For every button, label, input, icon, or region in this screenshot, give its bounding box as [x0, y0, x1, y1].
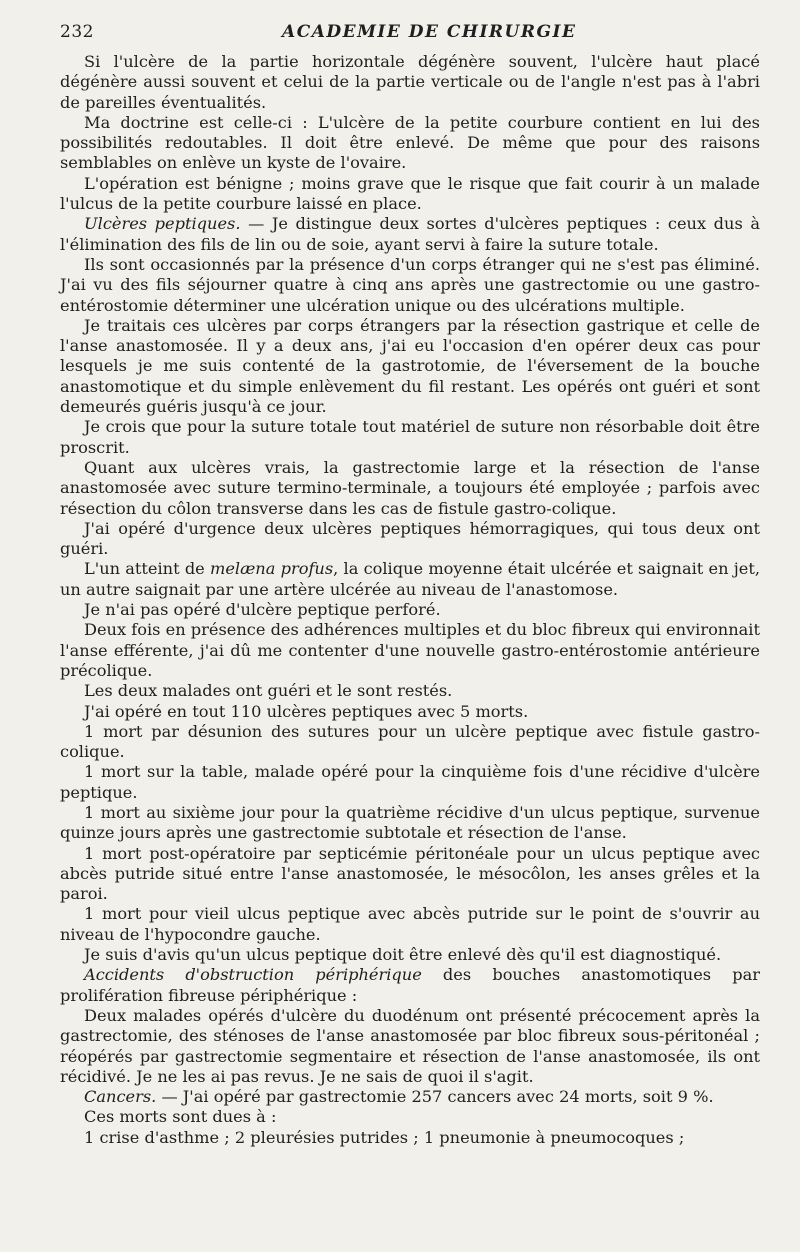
paragraph-text: 1 mort pour vieil ulcus peptique avec abcès putride sur le point de s'ouvrir au niveau de l'hypocondre gauche. — [60, 904, 760, 944]
section-heading-ulceres-peptiques: Ulcères peptiques. — [84, 214, 241, 234]
paragraph-text: Les deux malades ont guéri et le sont restés. — [84, 681, 453, 701]
paragraph — [60, 803, 760, 844]
paragraph-text: L'un atteint de — [84, 559, 210, 579]
paragraph-text: Je crois que pour la suture totale tout matériel de suture non résorbable doit être proscrit. — [60, 417, 760, 457]
paragraph-text: — Je distingue deux sortes d'ulcères peptiques : ceux dus à l'élimination des fils de lin ou de soie, ayant servi à faire la suture totale. — [60, 214, 761, 254]
paragraph — [60, 620, 760, 681]
paragraph-text: Je n'ai pas opéré d'ulcère peptique perforé. — [84, 600, 441, 620]
paragraph — [60, 214, 760, 255]
paragraph — [60, 965, 760, 1006]
paragraph — [60, 559, 760, 600]
paragraph-text: Si l'ulcère de la partie horizontale dégénère souvent, l'ulcère haut placé dégénère aussi souvent et celui de la partie verticale ou de l'angle n'est pas à l'abri de pareilles éventualités. — [60, 52, 760, 112]
paragraph — [60, 174, 760, 215]
paragraph — [60, 904, 760, 945]
paragraph — [60, 762, 760, 803]
running-header — [60, 22, 760, 52]
section-heading-cancers: Cancers. — [84, 1087, 157, 1107]
body-text — [60, 52, 760, 1148]
paragraph-text: , la colique moyenne était ulcérée et saignait en jet, un autre saignait par une artère ulcérée au niveau de l'anastomose. — [60, 559, 760, 599]
paragraph — [60, 458, 760, 519]
paragraph-text: Ma doctrine est celle-ci : L'ulcère de la petite courbure contient en lui des possibilités redoutables. Il doit être enlevé. De même que pour des raisons semblables on enlève un kyste de l'ovaire. — [60, 112, 760, 173]
paragraph — [60, 255, 760, 316]
paragraph — [60, 681, 760, 701]
paragraph-text: L'opération est bénigne ; moins grave que le risque que fait courir à un malade l'ulcus de la petite courbure laissé en place. — [60, 173, 760, 214]
paragraph — [60, 316, 760, 417]
paragraph-text: J'ai opéré en tout 110 ulcères peptiques avec 5 morts. — [84, 701, 529, 721]
italic-term: melæna profus — [209, 559, 334, 579]
paragraph — [60, 1087, 760, 1107]
paragraph-text: — J'ai opéré par gastrectomie 257 cancers avec 24 morts, soit 9 %. — [156, 1087, 714, 1107]
paragraph — [60, 945, 760, 965]
page-number: 232 — [60, 22, 94, 42]
paragraph-text: Deux malades opérés d'ulcère du duodénum ont présenté précocement après la gastrectomie, des sténoses de l'anse anastomosée par bloc fibreux sous-péritonéal ; réopérés par gastrectomie segmentaire et résection de l'anse anastomosée, ils ont récidivé. Je ne les ai pas revus. Je ne sais de quoi il s'agit. — [60, 1005, 760, 1086]
paragraph — [60, 417, 760, 458]
paragraph-text: Quant aux ulcères vrais, la gastrectomie large et la résection de l'anse anastomosée avec suture termino-terminale, a toujours été employée ; parfois avec résection du côlon transverse dans les cas de fistule gastro-colique. — [60, 457, 760, 518]
paragraph — [60, 600, 760, 620]
section-heading-accidents: Accidents d'obstruction périphérique — [84, 965, 422, 985]
paragraph-text: Ces morts sont dues à : — [84, 1107, 277, 1127]
paragraph-text: Ils sont occasionnés par la présence d'un corps étranger qui ne s'est pas éliminé. J'ai vu des fils séjourner quatre à cinq ans après une gastrectomie ou une gastro-entérostomie déterminer une ulcération unique ou des ulcérations multiple. — [60, 254, 760, 315]
paragraph — [60, 1006, 760, 1087]
paragraph-text: Deux fois en présence des adhérences multiples et du bloc fibreux qui environnait l'anse efférente, j'ai dû me contenter d'une nouvelle gastro-entérostomie antérieure précolique. — [60, 620, 760, 680]
paragraph-text: 1 mort post-opératoire par septicémie péritonéale pour un ulcus peptique avec abcès putride situé entre l'anse anastomosée, le mésocôlon, les anses grêles et la paroi. — [60, 843, 760, 904]
paragraph — [60, 722, 760, 763]
paragraph-text: 1 mort sur la table, malade opéré pour la cinquième fois d'une récidive d'ulcère peptique. — [60, 762, 760, 802]
header-title: ACADEMIE DE CHIRURGIE — [282, 22, 577, 42]
paragraph-text: 1 mort au sixième jour pour la quatrième récidive d'un ulcus peptique, survenue quinze jours après une gastrectomie subtotale et résection de l'anse. — [60, 802, 760, 843]
paragraph — [60, 1107, 760, 1127]
paragraph-text: 1 crise d'asthme ; 2 pleurésies putrides ; 1 pneumonie à pneumocoques ; — [84, 1127, 685, 1147]
paragraph — [60, 519, 760, 560]
paragraph — [60, 52, 760, 113]
paragraph — [60, 844, 760, 905]
paragraph-text: Je traitais ces ulcères par corps étrangers par la résection gastrique et celle de l'anse anastomosée. Il y a deux ans, j'ai eu l'occasion d'en opérer deux cas pour lesquels je me suis contenté de la gastrotomie, de l'éversement de la bouche anastomotique et du simple enlèvement du fil restant. Les opérés ont guéri et sont demeurés guéris jusqu'à ce jour. — [60, 315, 760, 417]
paragraph-text: des bouches anastomotiques par prolifération fibreuse périphérique : — [60, 965, 761, 1005]
paragraph — [60, 702, 760, 722]
paragraph — [60, 113, 760, 174]
paragraph — [60, 1128, 760, 1148]
paragraph-text: 1 mort par désunion des sutures pour un ulcère peptique avec fistule gastro-colique. — [60, 721, 760, 762]
paragraph-text: J'ai opéré d'urgence deux ulcères peptiques hémorragiques, qui tous deux ont guéri. — [60, 518, 760, 559]
paragraph-text: Je suis d'avis qu'un ulcus peptique doit être enlevé dès qu'il est diagnostiqué. — [84, 945, 722, 965]
